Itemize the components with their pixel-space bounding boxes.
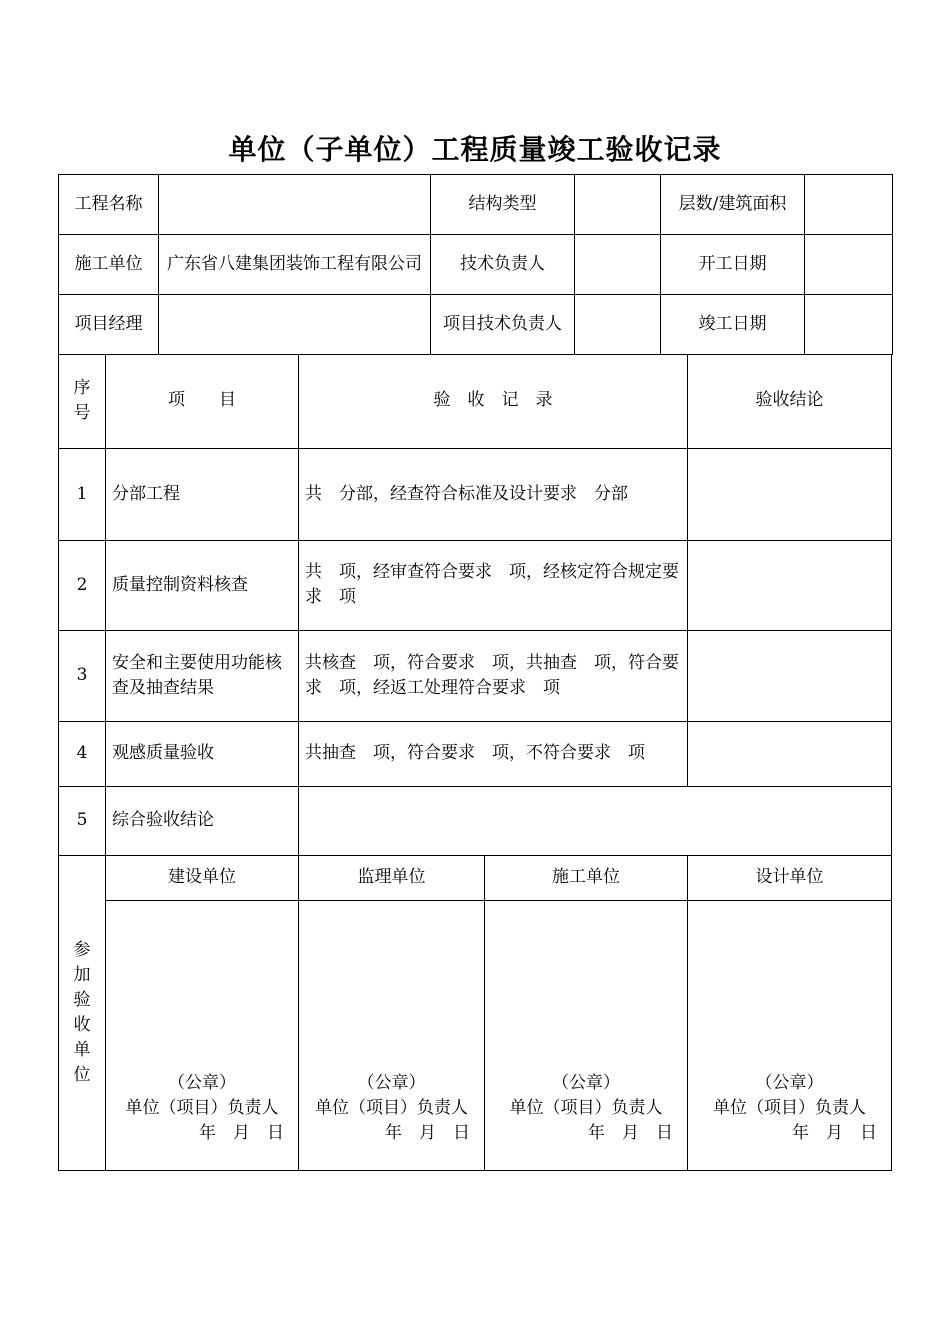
completion-date-label: 竣工日期 <box>661 295 805 355</box>
row-record[interactable]: 共 项，经审查符合要求 项，经核定符合规定要求 项 <box>299 540 688 630</box>
table-row <box>59 448 892 540</box>
row-item: 分部工程 <box>106 448 299 540</box>
project-name-field[interactable] <box>159 175 431 235</box>
signature-owner[interactable] <box>106 900 299 1170</box>
row-item: 综合验收结论 <box>106 786 299 855</box>
row-item: 观感质量验收 <box>106 721 299 786</box>
signer-label: 单位（项目）负责人 <box>713 1097 866 1118</box>
floors-area-label: 层数/建筑面积 <box>661 175 805 235</box>
row-record[interactable]: 共 分部，经查符合标准及设计要求 分部 <box>299 448 688 540</box>
row-record[interactable]: 共抽查 项，符合要求 项，不符合要求 项 <box>299 721 688 786</box>
row-conclusion[interactable] <box>688 630 892 721</box>
row-conclusion[interactable] <box>688 721 892 786</box>
unit-name-owner: 建设单位 <box>106 855 299 900</box>
pm-label: 项目经理 <box>59 295 159 355</box>
seal-label: （公章） <box>755 1072 824 1093</box>
participants-label: 参加验收单位 <box>59 855 106 1170</box>
signer-label: 单位（项目）负责人 <box>509 1097 663 1118</box>
date-label: 年 月 日 <box>792 1122 877 1143</box>
contractor-field[interactable]: 广东省八建集团装饰工程有限公司 <box>159 235 431 295</box>
date-label: 年 月 日 <box>385 1122 470 1143</box>
tech-lead-field[interactable] <box>575 235 661 295</box>
signer-label: 单位（项目）负责人 <box>125 1097 279 1118</box>
signature-contractor[interactable] <box>485 900 688 1170</box>
structure-type-field[interactable] <box>575 175 661 235</box>
table-row <box>59 540 892 630</box>
signature-designer[interactable] <box>688 900 892 1170</box>
overall-conclusion-field[interactable] <box>299 786 892 855</box>
col-header-conclusion: 验收结论 <box>688 354 892 448</box>
seal-label: （公章） <box>168 1072 236 1093</box>
project-info-table <box>58 174 893 355</box>
project-tech-lead-field[interactable] <box>575 295 661 355</box>
start-date-label: 开工日期 <box>661 235 805 295</box>
project-name-label: 工程名称 <box>59 175 159 235</box>
table-row <box>59 786 892 855</box>
row-seq: 2 <box>59 540 106 630</box>
row-seq: 4 <box>59 721 106 786</box>
date-label: 年 月 日 <box>199 1122 284 1143</box>
signature-supervisor[interactable] <box>299 900 485 1170</box>
pm-field[interactable] <box>159 295 431 355</box>
row-seq: 3 <box>59 630 106 721</box>
col-header-record: 验 收 记 录 <box>299 354 688 448</box>
unit-name-designer: 设计单位 <box>688 855 892 900</box>
row-conclusion[interactable] <box>688 540 892 630</box>
row-item: 质量控制资料核查 <box>106 540 299 630</box>
unit-name-contractor: 施工单位 <box>485 855 688 900</box>
seal-label: （公章） <box>552 1072 620 1093</box>
row-record[interactable]: 共核查 项，符合要求 项，共抽查 项，符合要求 项，经返工处理符合要求 项 <box>299 630 688 721</box>
structure-type-label: 结构类型 <box>431 175 575 235</box>
start-date-field[interactable] <box>805 235 893 295</box>
acceptance-table <box>58 354 892 1171</box>
signer-label: 单位（项目）负责人 <box>315 1097 468 1118</box>
row-seq: 5 <box>59 786 106 855</box>
table-row <box>59 630 892 721</box>
col-header-item: 项 目 <box>106 354 299 448</box>
contractor-label: 施工单位 <box>59 235 159 295</box>
row-item: 安全和主要使用功能核查及抽查结果 <box>106 630 299 721</box>
completion-date-field[interactable] <box>805 295 893 355</box>
floors-area-field[interactable] <box>805 175 893 235</box>
project-tech-lead-label: 项目技术负责人 <box>431 295 575 355</box>
unit-name-supervisor: 监理单位 <box>299 855 485 900</box>
tech-lead-label: 技术负责人 <box>431 235 575 295</box>
row-seq: 1 <box>59 448 106 540</box>
table-row <box>59 721 892 786</box>
date-label: 年 月 日 <box>588 1122 673 1143</box>
col-header-seq: 序号 <box>59 354 106 448</box>
row-conclusion[interactable] <box>688 448 892 540</box>
seal-label: （公章） <box>357 1072 426 1093</box>
page-title: 单位（子单位）工程质量竣工验收记录 <box>228 133 722 166</box>
